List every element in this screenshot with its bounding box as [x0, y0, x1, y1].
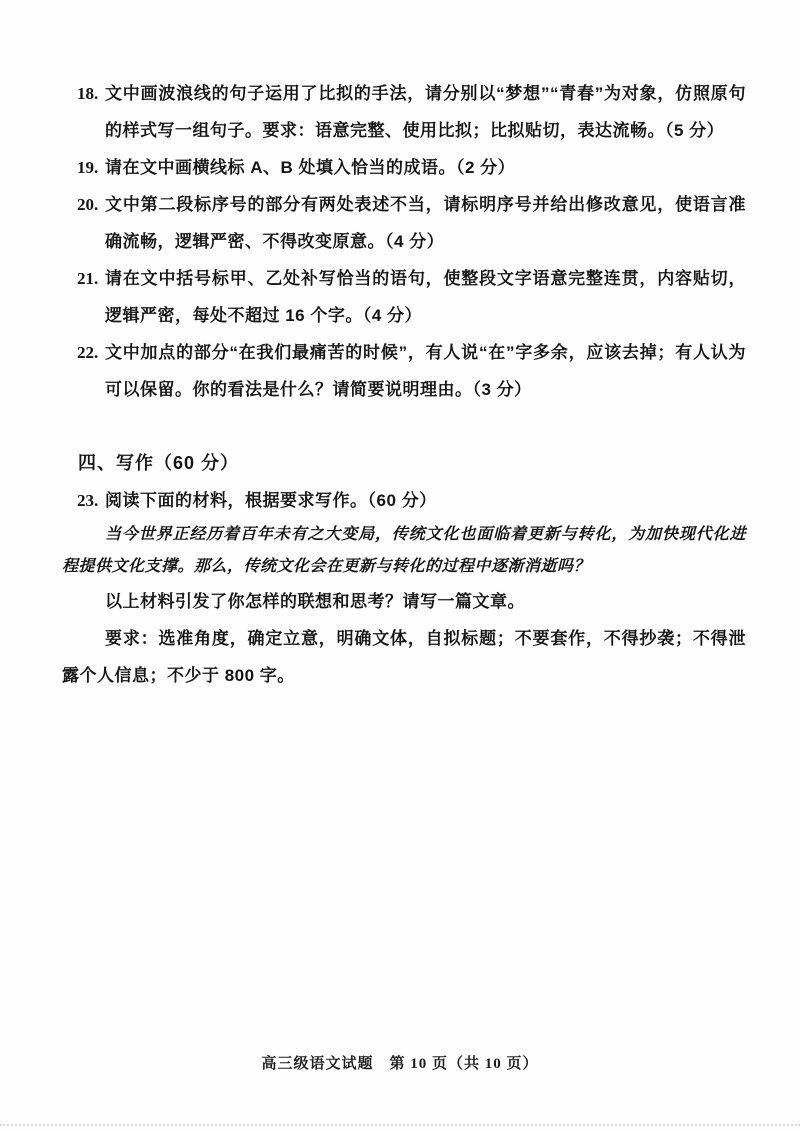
page-footer — [0, 1052, 800, 1073]
question-item — [62, 75, 746, 149]
footer-text: 高三级语文试题 第 10 页（共 10 页） — [261, 1056, 539, 1072]
question-text: 文中画波浪线的句子运用了比拟的手法，请分别以“梦想”“青春”为对象，仿照原句的样式写一组句子。要求：语意完整、使用比拟；比拟贴切，表达流畅。（5 分） — [105, 84, 746, 140]
essay-prompt: 以上材料引发了你怎样的联想和思考？请写一篇文章。 — [105, 592, 525, 611]
question-item — [62, 260, 746, 334]
question-number: 23. — [77, 491, 99, 510]
question-text: 文中第二段标序号的部分有两处表述不当，请标明序号并给出修改意见，使语言准确流畅，逻辑严密、不得改变原意。（4 分） — [105, 195, 746, 251]
section-heading-writing: 四、写作（60 分） — [78, 453, 240, 473]
question-number: 22. — [77, 343, 99, 362]
scan-edge-line — [0, 1124, 800, 1126]
essay-material: 当今世界正经历着百年未有之大变局，传统文化也面临着更新与转化，为加快现代化进程提供文化支撑。那么，传统文化会在更新与转化的过程中逐渐消逝吗？ — [62, 526, 746, 575]
question-item — [62, 149, 746, 186]
question-number: 18. — [77, 84, 99, 103]
question-item — [62, 482, 746, 519]
question-item — [62, 186, 746, 260]
question-text: 请在文中画横线标 A、B 处填入恰当的成语。（2 分） — [105, 158, 516, 177]
exam-content — [62, 75, 746, 694]
question-number: 20. — [77, 195, 99, 214]
essay-requirements: 要求：选准角度，确定立意，明确文体，自拟标题；不要套作，不得抄袭；不得泄露个人信息；不少于 800 字。 — [62, 629, 746, 685]
question-text: 阅读下面的材料，根据要求写作。（60 分） — [105, 491, 437, 510]
question-number: 21. — [77, 269, 99, 288]
question-item — [62, 334, 746, 408]
question-number: 19. — [77, 158, 99, 177]
question-text: 请在文中括号标甲、乙处补写恰当的语句，使整段文字语意完整连贯，内容贴切，逻辑严密，每处不超过 16 个字。（4 分） — [105, 269, 746, 325]
question-text: 文中加点的部分“在我们最痛苦的时候”，有人说“在”字多余，应该去掉；有人认为可以保留。你的看法是什么？请简要说明理由。（3 分） — [105, 343, 746, 399]
